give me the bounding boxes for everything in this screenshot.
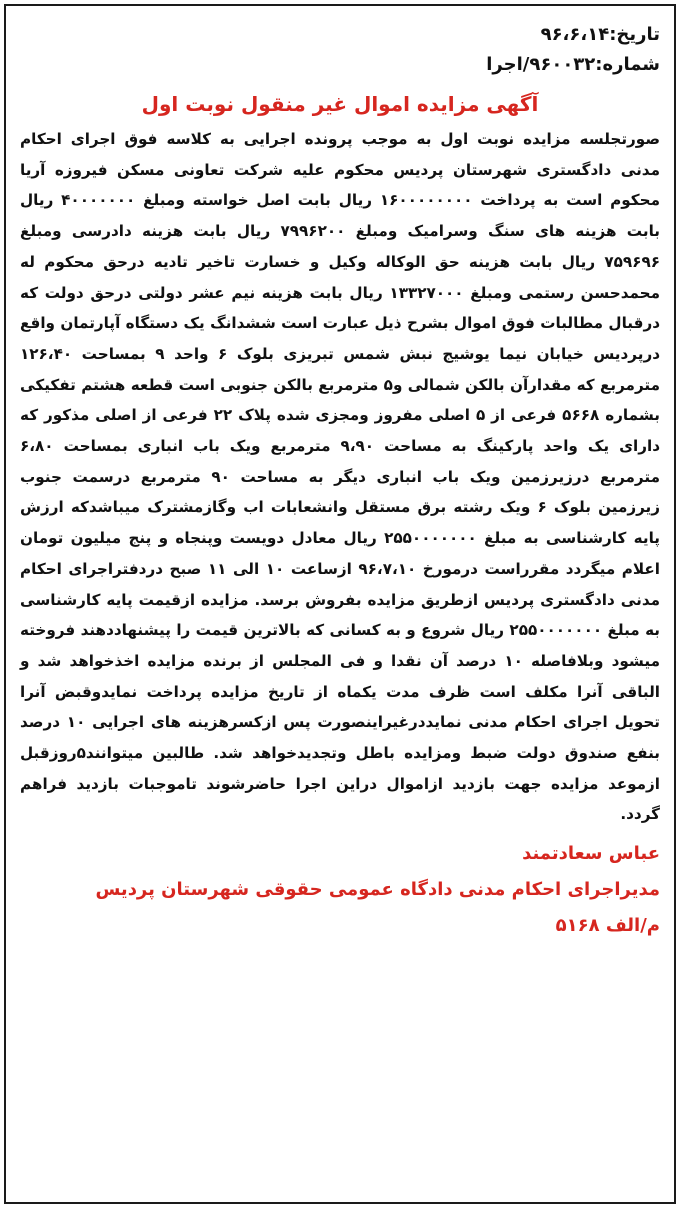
signatory-position: مدیراجرای احکام مدنی دادگاه عمومی حقوقی شهرستان پردیس [95,879,660,901]
signatory-name: عباس سعادتمند [522,843,660,865]
notice-date: تاریخ:۹۶،۶،۱۴ [540,24,660,45]
notice-content [6,6,674,944]
notice-frame [4,4,676,1204]
notice-number: شماره:۹۶۰۰۳۲/اجرا [486,54,660,75]
notice-code: م/الف ۵۱۶۸ [555,915,660,937]
notice-title: آگهی مزایده اموال غیر منقول نوبت اول [141,92,539,116]
notice-body: صورتجلسه مزایده نوبت اول به موجب پرونده اجرایی به کلاسه فوق اجرای احکام مدنی دادگستری شهرستان پردیس محکوم علیه شرکت تعاونی مسکن فیروزه آریا محکوم است به پرداخت ۱۶۰۰۰۰۰۰۰۰ ریال بابت اصل خواسته ومبلغ ۴۰۰۰۰۰۰۰ ریال بابت هزینه های سنگ وسرامیک ومبلغ ۷۹۹۶۲۰۰ ریال بابت هزینه دادرسی ومبلغ ۷۵۹۶۹۶ ریال بابت هزینه حق الوکاله وکیل و خسارت تاخیر تادیه درحق محکوم له محمدحسن رستمی ومبلغ ۱۳۳۲۷۰۰۰ ریال بابت هزینه نیم عشر دولتی درحق دولت که درقبال مطالبات فوق اموال بشرح ذیل عبارت است ششدانگ یک دستگاه آپارتمان واقع درپردیس خیابان نیما یوشیج نبش شمس تبریزی بلوک ۶ واحد ۹ بمساحت ۱۲۶،۴۰ مترمربع که مقدارآن بالکن شمالی و۵ مترمربع بالکن جنوبی است قطعه هشتم تفکیکی بشماره ۵۶۶۸ فرعی از ۵ اصلی مفروز ومجزی شده پلاک ۲۲ فرعی از اصلی مذکور که دارای یک واحد پارکینگ به مساحت ۹،۹۰ مترمربع ویک باب انباری بمساحت ۶،۸۰ مترمربع درزیرزمین ویک باب انباری دیگر به مساحت ۹۰ مترمربع درسمت جنوب زیرزمین بلوک ۶ ویک رشته برق مستقل وانشعابات اب وگازمشترک میباشدکه ارزش پایه کارشناسی به مبلغ ۲۵۵۰۰۰۰۰۰۰ ریال معادل دویست وپنجاه و پنج میلیون تومان اعلام میگردد مقرراست درمورخ ۹۶،۷،۱۰ ازساعت ۱۰ الی ۱۱ صبح دردفتراجرای احکام مدنی دادگستری پردیس ازطریق مزایده بفروش برسد. مزایده ازقیمت پایه کارشناسی به مبلغ ۲۵۵۰۰۰۰۰۰۰ ریال شروع و به کسانی که بالاترین قیمت را پیشنهاددهند فروخته میشود وبلافاصله ۱۰ درصد آن نقدا و فی المجلس از برنده مزایده اخذخواهد شد و الباقی آنرا مکلف است ظرف مدت یکماه از تاریخ مزایده پرداخت نمایدوقبض آنرا تحویل اجرای احکام مدنی نمایددرغیراینصورت پس ازکسرهزینه های اجرایی ۱۰ درصد بنفع صندوق دولت ضبط ومزایده باطل وتجدیدخواهد شد. طالبین میتوانند۵روزقبل ازموعد مزایده جهت بازدید ازاموال دراین اجرا حاضرشوند تاموجبات بازدید فراهم گردد. [20,130,661,824]
